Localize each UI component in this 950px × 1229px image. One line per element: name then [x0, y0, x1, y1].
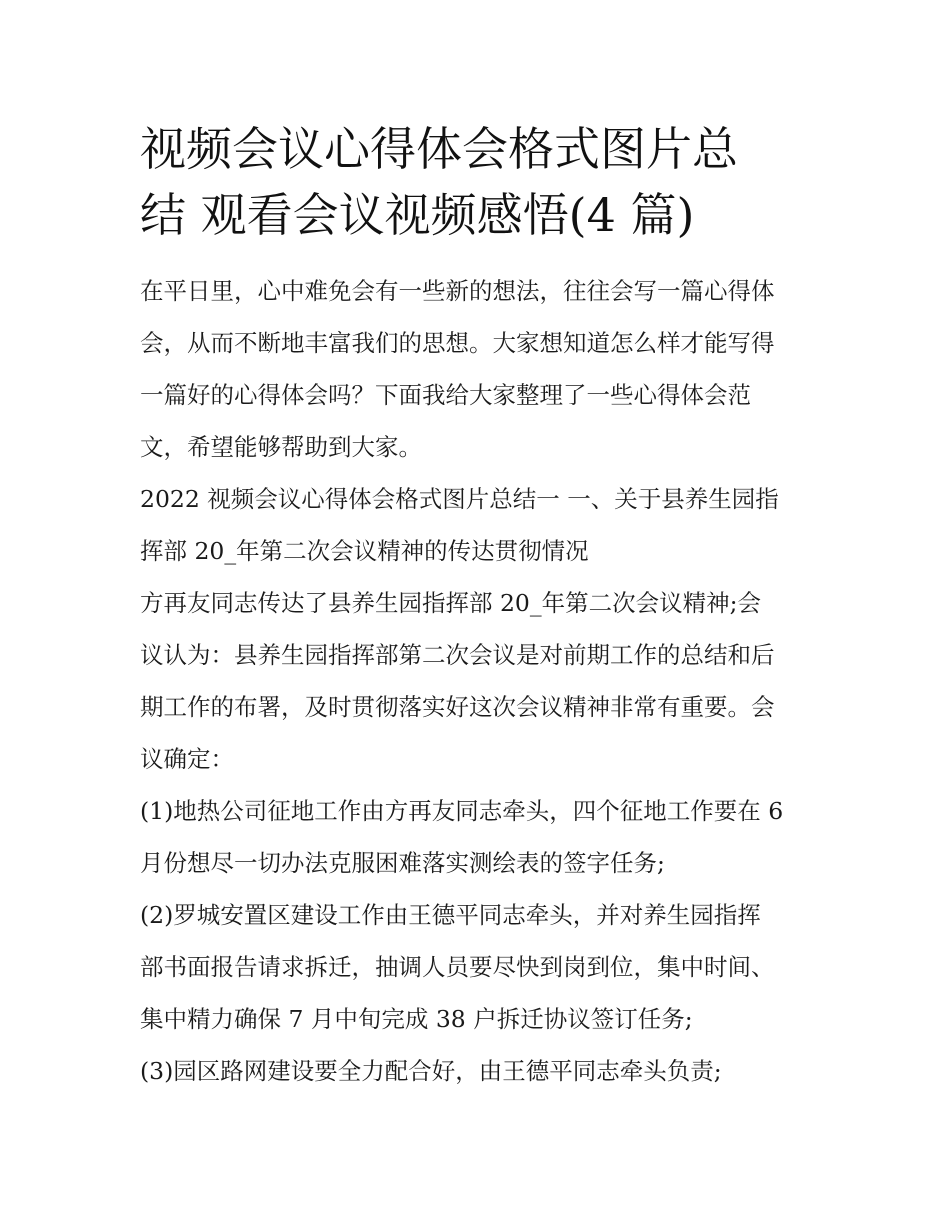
text-line: 方再友同志传达了县养生园指挥部 20_年第二次会议精神;会	[140, 589, 762, 617]
document-body	[140, 116, 815, 1097]
title-line: 视频会议心得体会格式图片总	[140, 122, 738, 176]
text-line: 在平日里，心中难免会有一些新的想法，往往会写一篇心得体	[140, 277, 775, 305]
text-line: (2)罗城安置区建设工作由王德平同志牵头，并对养生园指挥	[140, 901, 761, 929]
text-line: 部书面报告请求拆迁，抽调人员要尽快到岗到位，集中时间、	[140, 953, 775, 981]
text-line: 议认为：县养生园指挥部第二次会议是对前期工作的总结和后	[140, 641, 775, 669]
list-item-3	[140, 1045, 815, 1097]
section-heading	[140, 473, 815, 577]
text-line: 文，希望能够帮助到大家。	[140, 433, 422, 461]
meeting-paragraph	[140, 577, 815, 785]
text-line: 议确定：	[140, 745, 234, 773]
text-line: (1)地热公司征地工作由方再友同志牵头，四个征地工作要在 6	[140, 797, 784, 825]
text-line: 一篇好的心得体会吗？下面我给大家整理了一些心得体会范	[140, 381, 751, 409]
text-line: 会，从而不断地丰富我们的思想。大家想知道怎么样才能写得	[140, 329, 775, 357]
intro-paragraph	[140, 265, 815, 473]
text-line: (3)园区路网建设要全力配合好，由王德平同志牵头负责;	[140, 1057, 722, 1085]
text-line: 2022 视频会议心得体会格式图片总结一 一、关于县养生园指	[140, 485, 779, 513]
document-title	[140, 116, 815, 248]
text-line: 月份想尽一切办法克服困难落实测绘表的签字任务;	[140, 849, 665, 877]
list-item-1	[140, 785, 815, 889]
text-line: 期工作的布署，及时贯彻落实好这次会议精神非常有重要。会	[140, 693, 775, 721]
text-line: 集中精力确保 7 月中旬完成 38 户拆迁协议签订任务;	[140, 1005, 693, 1033]
text-line: 挥部 20_年第二次会议精神的传达贯彻情况	[140, 537, 589, 565]
title-line: 结 观看会议视频感悟(4 篇)	[140, 188, 695, 242]
list-item-2	[140, 889, 815, 1045]
